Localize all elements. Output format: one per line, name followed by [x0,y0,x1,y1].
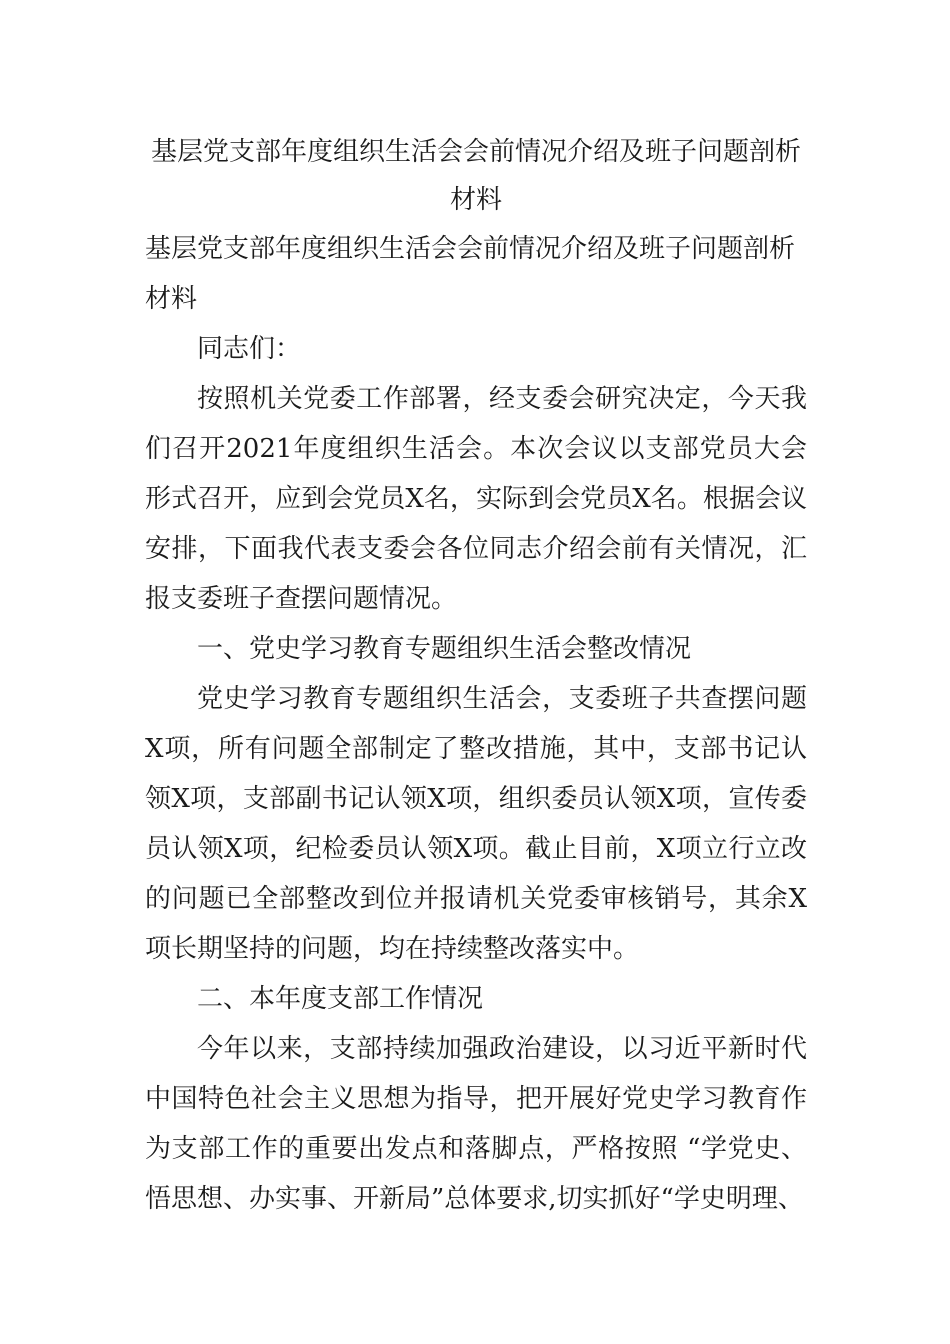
intro-paragraph: 按照机关党委工作部署，经支委会研究决定，今天我们召开2021年度组织生活会。本次会议以支部党员大会形式召开，应到会党员X名，实际到会党员X名。根据会议安排，下面我代表支委会各位同志介绍会前有关情况，汇报支委班子查摆问题情况。 [145,384,807,614]
title-line-2: 材料 [449,185,502,215]
section-1-heading: 一、党史学习教育专题组织生活会整改情况 [197,634,692,664]
salutation: 同志们： [197,334,302,364]
document-title [145,128,807,224]
section-2-paragraph: 今年以来，支部持续加强政治建设，以习近平新时代中国特色社会主义思想为指导，把开展好党史学习教育作为支部工作的重要出发点和落脚点，严格按照 “学党史、悟思想、办实事、开新局”总体要求,切实抓好“学史明理、 [145,1034,807,1214]
section-2-heading: 二、本年度支部工作情况 [197,984,484,1014]
document-subtitle: 基层党支部年度组织生活会会前情况介绍及班子问题剖析材料 [145,234,796,314]
section-1-paragraph: 党史学习教育专题组织生活会，支委班子共查摆问题X项，所有问题全部制定了整改措施，其中，支部书记认领X项，支部副书记认领X项，组织委员认领X项，宣传委员认领X项，纪检委员认领X项。截止目前，X项立行立改的问题已全部整改到位并报请机关党委审核销号，其余X项长期坚持的问题，均在持续整改落实中。 [145,684,807,964]
document-page [145,128,807,1224]
title-line-1: 基层党支部年度组织生活会会前情况介绍及班子问题剖析 [150,137,801,167]
